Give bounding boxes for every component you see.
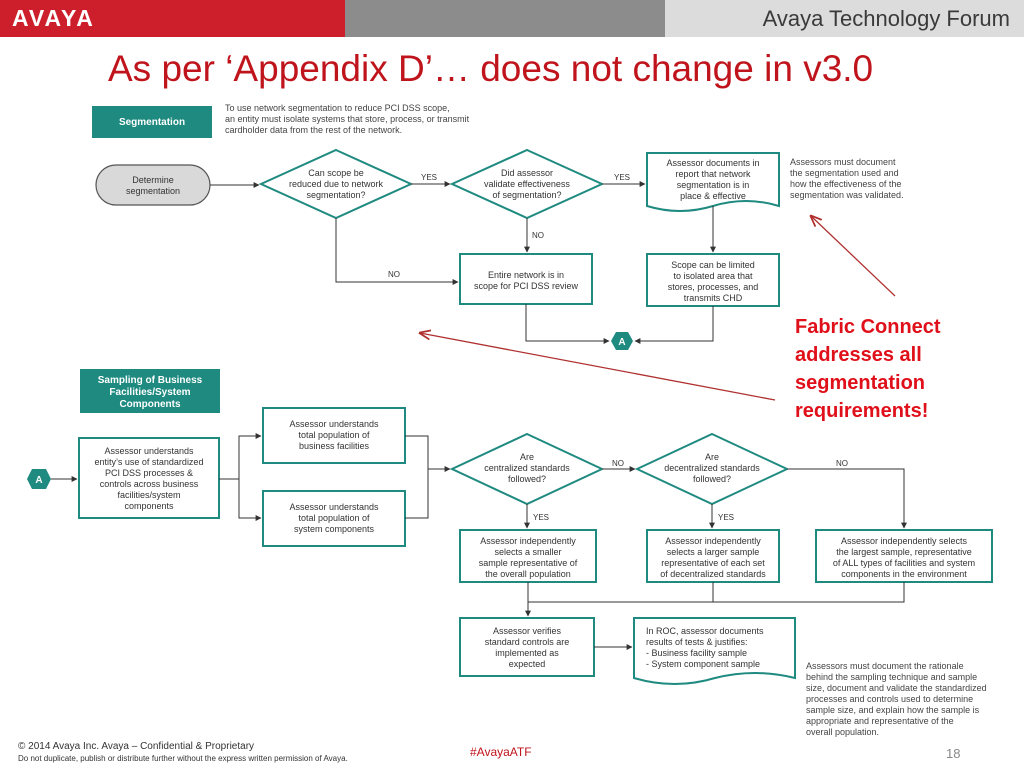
connector-a-top-label: A bbox=[618, 337, 626, 348]
decision-validate-line-2: validate effectiveness bbox=[484, 179, 570, 189]
sampling-tag-line-1: Sampling of Business bbox=[97, 375, 203, 386]
central-line-2: centralized standards bbox=[484, 463, 570, 473]
decision-scope-line-2: reduced due to network bbox=[288, 179, 384, 189]
roc-line-2: results of tests & justifies: bbox=[646, 637, 748, 647]
understand-line-5: facilities/system bbox=[117, 490, 181, 500]
scope-limited-line-1: Scope can be limited bbox=[671, 260, 755, 270]
label-yes-1: YES bbox=[420, 173, 438, 182]
larger-line-4: of decentralized standards bbox=[660, 569, 766, 579]
label-no-2: NO bbox=[532, 231, 544, 240]
arrow-to-facilities bbox=[219, 436, 261, 479]
verifies-line-1: Assessor verifies bbox=[492, 626, 562, 636]
understand-line-4: controls across business bbox=[99, 479, 199, 489]
verifies-line-4: expected bbox=[508, 659, 546, 669]
decision-scope-line-1: Can scope be bbox=[308, 168, 364, 178]
decentral-line-1: Are bbox=[704, 452, 720, 462]
callout-arrow-to-note bbox=[811, 216, 895, 296]
label-no-1: NO bbox=[388, 270, 400, 279]
sampling-tag-line-2: Facilities/System bbox=[109, 387, 191, 398]
start-label-2: segmentation bbox=[125, 186, 181, 196]
fabric-connect-callout: Fabric Connect addresses all segmentation requirements! bbox=[795, 316, 941, 422]
scope-limited-line-4: transmits CHD bbox=[683, 293, 743, 303]
verifies-line-2: standard controls are bbox=[484, 637, 570, 647]
segmentation-document-note: Assessors must document the segmentation used and how the effectiveness of the segmentation was validated. bbox=[790, 157, 904, 200]
document-report-line-4: place & effective bbox=[680, 191, 746, 201]
decision-validate-line-3: of segmentation? bbox=[492, 190, 562, 200]
larger-line-1: Assessor independently bbox=[665, 536, 761, 546]
understand-line-2: entity’s use of standardized bbox=[94, 457, 204, 467]
components-line-1: Assessor understands bbox=[289, 502, 379, 512]
entire-network-line-1: Entire network is in bbox=[487, 270, 565, 280]
smaller-line-3: sample representative of bbox=[478, 558, 578, 568]
decentral-line-3: followed? bbox=[692, 474, 732, 484]
callout-arrow-to-flow bbox=[420, 333, 775, 400]
line-smaller-larger-join bbox=[528, 582, 713, 602]
facilities-line-3: business facilities bbox=[298, 441, 370, 451]
largest-line-3: of ALL types of facilities and system bbox=[832, 558, 976, 568]
largest-line-4: components in the environment bbox=[841, 569, 967, 579]
label-decentral-yes: YES bbox=[717, 513, 735, 522]
larger-line-2: selects a larger sample bbox=[666, 547, 760, 557]
smaller-line-2: selects a smaller bbox=[494, 547, 562, 557]
central-line-1: Are bbox=[519, 452, 535, 462]
arrow-to-components bbox=[239, 479, 261, 518]
label-yes-2: YES bbox=[613, 173, 631, 182]
facilities-line-1: Assessor understands bbox=[289, 419, 379, 429]
document-report-line-3: segmentation is in bbox=[676, 180, 750, 190]
arrow-entire-to-a bbox=[526, 304, 609, 341]
segmentation-tag-label: Segmentation bbox=[118, 117, 186, 128]
line-largest-join bbox=[713, 582, 904, 602]
facilities-line-2: total population of bbox=[298, 430, 370, 440]
segmentation-intro-note: To use network segmentation to reduce PCI DSS scope, an entity must isolate systems that store, process, or transmit cardholder data from the rest of the network. bbox=[225, 103, 470, 135]
scope-limited-line-2: to isolated area that bbox=[673, 271, 753, 281]
arrow-limited-to-a bbox=[635, 306, 713, 341]
decision-validate-line-1: Did assessor bbox=[500, 168, 554, 178]
roc-line-1: In ROC, assessor documents bbox=[646, 626, 764, 636]
largest-line-1: Assessor independently selects bbox=[840, 536, 968, 546]
label-decentral-no: NO bbox=[836, 459, 848, 468]
connector-a-left-label: A bbox=[35, 475, 43, 486]
verifies-line-3: implemented as bbox=[495, 648, 559, 658]
roc-line-4: - System component sample bbox=[646, 659, 761, 669]
forum-name: Avaya Technology Forum bbox=[762, 6, 1010, 31]
understand-line-1: Assessor understands bbox=[104, 446, 194, 456]
bracket-merge bbox=[405, 436, 428, 518]
largest-line-2: the largest sample, representative bbox=[836, 547, 972, 557]
decentral-line-2: decentralized standards bbox=[664, 463, 760, 473]
page-number: 18 bbox=[946, 746, 961, 761]
scope-limited-line-3: stores, processes, and bbox=[667, 282, 759, 292]
label-central-no: NO bbox=[612, 459, 624, 468]
start-label-1: Determine bbox=[132, 175, 174, 185]
sampling-tag-line-3: Components bbox=[119, 399, 181, 410]
understand-line-6: components bbox=[124, 501, 174, 511]
components-line-2: total population of bbox=[298, 513, 370, 523]
smaller-line-1: Assessor independently bbox=[480, 536, 576, 546]
decision-scope-line-3: segmentation? bbox=[306, 190, 366, 200]
label-central-yes: YES bbox=[532, 513, 550, 522]
arrow-decentralized-no bbox=[787, 469, 904, 528]
larger-line-3: representative of each set bbox=[661, 558, 765, 568]
smaller-line-4: the overall population bbox=[485, 569, 571, 579]
slide-title: As per ‘Appendix D’… does not change in v3.0 bbox=[108, 48, 874, 89]
start-terminator bbox=[96, 165, 210, 205]
document-report-line-2: report that network bbox=[675, 169, 751, 179]
sampling-rationale-note: Assessors must document the rationale behind the sampling technique and sample size, document and validate the standardized processes and controls used to determine sample size, and explain how the sample is appropriate and representative of the overall population. bbox=[806, 661, 987, 737]
understand-line-3: PCI DSS processes & bbox=[104, 468, 194, 478]
components-line-3: system components bbox=[293, 524, 375, 534]
roc-line-3: - Business facility sample bbox=[646, 648, 748, 658]
central-line-3: followed? bbox=[507, 474, 547, 484]
footer-notice: Do not duplicate, publish or distribute further without the express written permission of Avaya. bbox=[18, 754, 348, 763]
avaya-logo: AVAYA bbox=[12, 5, 95, 31]
footer-copyright: © 2014 Avaya Inc. Avaya – Confidential & Proprietary bbox=[18, 741, 255, 752]
entire-network-line-2: scope for PCI DSS review bbox=[473, 281, 579, 291]
footer-hashtag: #AvayaATF bbox=[470, 745, 532, 759]
document-report-line-1: Assessor documents in bbox=[666, 158, 760, 168]
